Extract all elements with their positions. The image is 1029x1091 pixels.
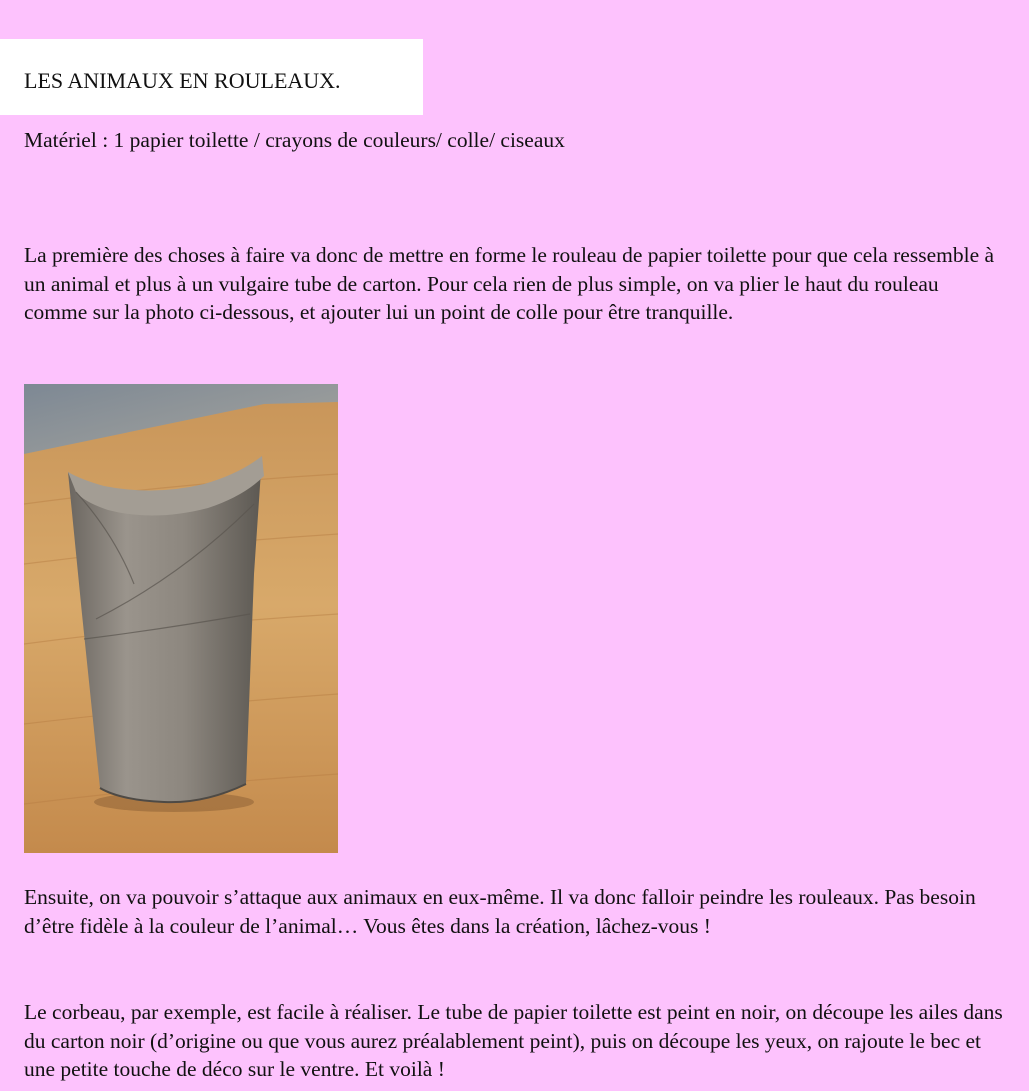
- materials-line: Matériel : 1 papier toilette / crayons de couleurs/ colle/ ciseaux: [24, 128, 565, 152]
- paragraph-crow: Le corbeau, par exemple, est facile à réaliser. Le tube de papier toilette est peint en noir, on découpe les ailes dans du carton noir (d’origine ou que vous aurez préalablement peint), puis on découpe les yeux, on rajoute le bec et une petite touche de déco sur le ventre. Et voilà !: [24, 1000, 1003, 1081]
- paragraph-painting: Ensuite, on va pouvoir s’attaque aux animaux en eux-même. Il va donc falloir peindre les rouleaux. Pas besoin d’être fidèle à la couleur de l’animal… Vous êtes dans la création, lâchez-vous !: [24, 885, 976, 938]
- page-title: LES ANIMAUX EN ROULEAUX.: [24, 68, 341, 93]
- paragraph-intro: La première des choses à faire va donc de mettre en forme le rouleau de papier toilette pour que cela ressemble à un animal et plus à un vulgaire tube de carton. Pour cela rien de plus simple, on va plier le haut du rouleau comme sur la photo ci-dessous, et ajouter lui un point de colle pour être tranquille.: [24, 243, 995, 324]
- toilet-roll-photo: [24, 384, 338, 853]
